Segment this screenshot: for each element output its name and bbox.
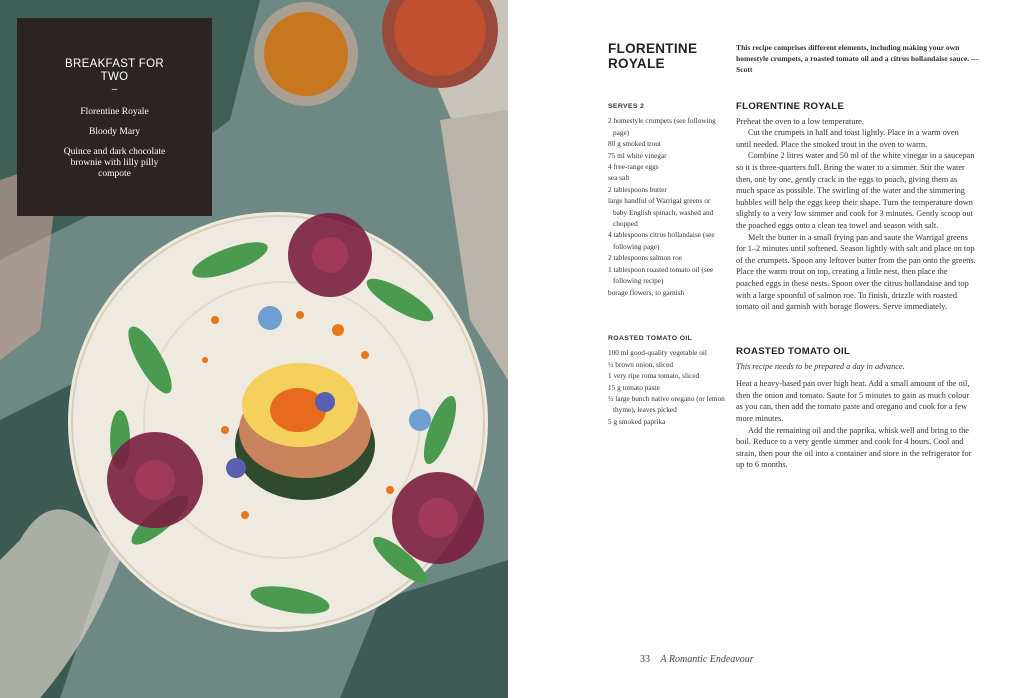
ingredient-item: ½ large bunch native oregano (or lemon thyme), leaves picked bbox=[608, 394, 725, 415]
menu-item: Quince and dark chocolate brownie with lilly pilly compote bbox=[63, 147, 166, 179]
tomato-oil-heading: ROASTED TOMATO OIL bbox=[736, 346, 851, 357]
method-paragraph: Preheat the oven to a low temperature. bbox=[736, 116, 864, 126]
menu-box bbox=[17, 18, 212, 216]
page-footer bbox=[640, 654, 754, 665]
ingredient-item: 2 tablespoons butter bbox=[608, 184, 667, 194]
ingredient-item: ½ brown onion, sliced bbox=[608, 359, 674, 369]
ingredient-item: 1 tablespoon roasted tomato oil (see following recipe) bbox=[608, 264, 714, 286]
recipe-title: FLORENTINE ROYALE bbox=[608, 41, 698, 71]
method-section bbox=[736, 101, 976, 313]
method-paragraph: Melt the butter in a small frying pan and saute the Warrigal greens for 1–2 minutes until softened. Season lightly with salt and place on top of the crumpets. Spoon any leftover butter from the pan onto the greens. Place the warm trout on top, creating a little nest, then place the poached eggs in these nests. Spoon over the citrus hollandaise and top with a large spoonful of salmon roe. To finish, drizzle with roasted tomato oil and garnish with borage flowers. Serve immediately. bbox=[736, 232, 976, 312]
recipe-page bbox=[508, 0, 1020, 698]
tomato-oil-ingredients bbox=[608, 333, 726, 427]
ingredient-item: 2 homestyle crumpets (see following page) bbox=[608, 116, 716, 137]
method-paragraph: Cut the crumpets in half and toast lightly. Place in a warm oven until needed. Place the smoked trout in the oven to warm. bbox=[736, 128, 959, 149]
method-paragraph: Heat a heavy-based pan over high heat. Add a small amount of the oil, then the onion and tomato. Saute for 5 minutes to gain as much colour as you can, then add the tomato paste and oregano and cook for a few more minutes. bbox=[736, 379, 970, 423]
menu-item: Florentine Royale bbox=[80, 107, 149, 117]
ingredient-item: 80 g smoked trout bbox=[608, 139, 661, 149]
ingredient-item: 4 tablespoons citrus hollandaise (see following page) bbox=[608, 230, 715, 251]
recipe-intro: This recipe comprises different elements, including making your own homestyle crumpets, a roasted tomato oil and a citrus hollandaise sauce. — Scott bbox=[736, 43, 979, 74]
ingredient-item: 1 very ripe roma tomato, sliced bbox=[608, 371, 700, 381]
ingredient-item: sea salt bbox=[608, 173, 630, 183]
page-number: 33 bbox=[640, 654, 650, 665]
menu-title: BREAKFAST FOR TWO bbox=[65, 58, 164, 83]
tomato-oil-method bbox=[736, 346, 976, 471]
ingredient-item: 4 free-range eggs bbox=[608, 162, 659, 172]
method-heading: FLORENTINE ROYALE bbox=[736, 101, 845, 112]
menu-dash: – bbox=[111, 84, 118, 95]
ingredient-item: 100 ml good-quality vegetable oil bbox=[608, 348, 707, 358]
ingredient-item: 15 g tomato paste bbox=[608, 382, 660, 392]
ingredients-list bbox=[608, 101, 726, 298]
ingredient-item: large handful of Warrigal greens or baby English spinach, washed and chopped bbox=[608, 196, 714, 229]
book-title: A Romantic Endeavour bbox=[660, 654, 754, 665]
tomato-oil-subheading: ROASTED TOMATO OIL bbox=[608, 335, 693, 342]
menu-item: Bloody Mary bbox=[89, 127, 140, 137]
ingredient-item: 75 ml white vinegar bbox=[608, 150, 667, 160]
method-paragraph: Combine 2 litres water and 50 ml of the white vinegar in a saucepan so it is three-quarters full. Bring the water to a simmer. Stir the water then, one by one, gently crack in the eggs to poach, giving them as much space as possible. The swirling of the water and the simmering bubbles will help the eggs keep their shape. Turn the temperature down slightly to a very low simmer and cook for 3 minutes. Gently scoop out the poached eggs onto a clean tea towel and season with salt. bbox=[736, 151, 975, 230]
ingredient-item: borage flowers, to garnish bbox=[608, 287, 685, 297]
food-photograph bbox=[0, 0, 508, 698]
ingredient-item: 2 tablespoons salmon roe bbox=[608, 253, 682, 263]
advance-note: This recipe needs to be prepared a day in advance. bbox=[736, 361, 905, 371]
serves-label: SERVES 2 bbox=[608, 103, 645, 110]
ingredient-item: 5 g smoked paprika bbox=[608, 416, 666, 426]
method-paragraph: Add the remaining oil and the paprika, whisk well and bring to the boil. Reduce to a very gentle simmer and cook for 4 hours. Cool and strain, then pour the oil into a container and store in the refrigerator for up to 6 months. bbox=[736, 425, 972, 470]
